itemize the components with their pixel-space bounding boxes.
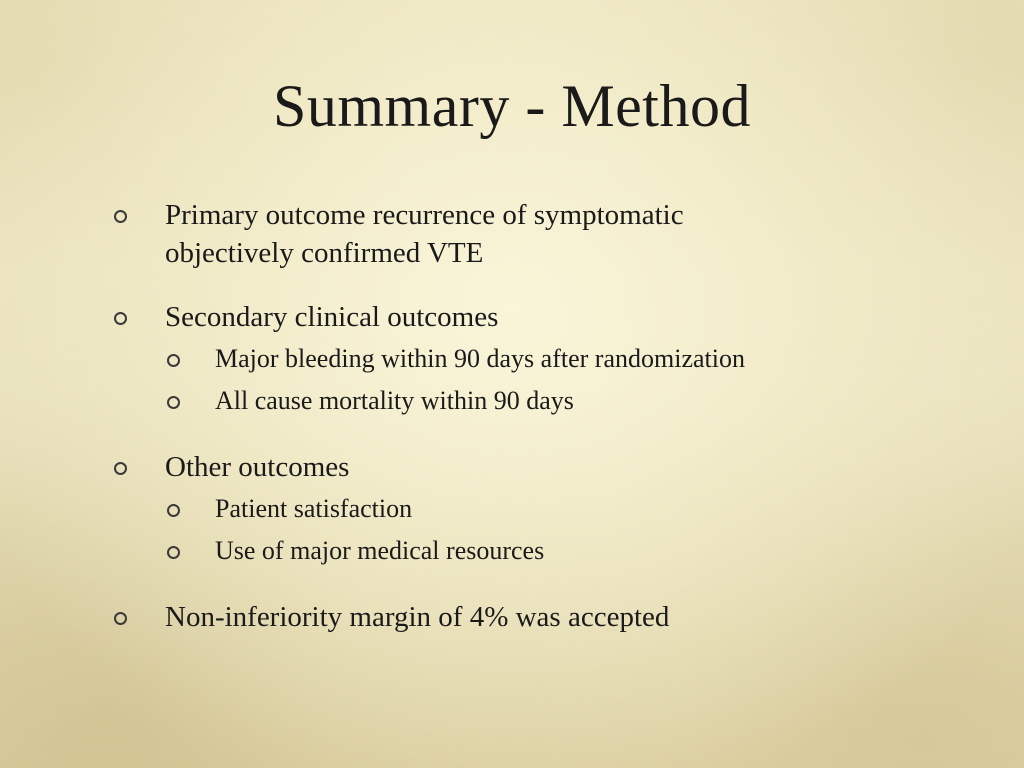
hollow-circle-icon [114, 462, 127, 475]
sub-bullet-text: Patient satisfaction [215, 494, 413, 523]
hollow-circle-icon [167, 546, 180, 559]
hollow-circle-icon [114, 210, 127, 223]
bullet-text: Primary outcome recurrence of symptomatic objectively confirmed VTE [165, 199, 684, 269]
bullet-item-primary-outcome [112, 196, 972, 272]
hollow-circle-icon [114, 612, 127, 625]
bullet-item-non-inferiority [112, 598, 972, 636]
bullet-item-secondary-outcomes [112, 298, 972, 422]
slide-title: Summary - Method [273, 73, 751, 139]
bullet-text: Non-inferiority margin of 4% was accepted [165, 601, 670, 633]
sub-bullet-text: All cause mortality within 90 days [215, 386, 574, 415]
hollow-circle-icon [167, 504, 180, 517]
sub-bullet-text: Use of major medical resources [215, 536, 545, 565]
sub-bullet-text: Major bleeding within 90 days after randomization [215, 344, 745, 373]
sub-bullet-item [165, 488, 972, 530]
hollow-circle-icon [167, 354, 180, 367]
hollow-circle-icon [167, 396, 180, 409]
sub-bullet-item [165, 530, 972, 572]
bullet-item-other-outcomes [112, 448, 972, 572]
bullet-list [112, 196, 972, 636]
sub-bullet-item [165, 338, 972, 380]
bullet-text: Other outcomes [165, 451, 350, 483]
bullet-text: Secondary clinical outcomes [165, 301, 499, 333]
sub-bullet-item [165, 380, 972, 422]
hollow-circle-icon [114, 312, 127, 325]
